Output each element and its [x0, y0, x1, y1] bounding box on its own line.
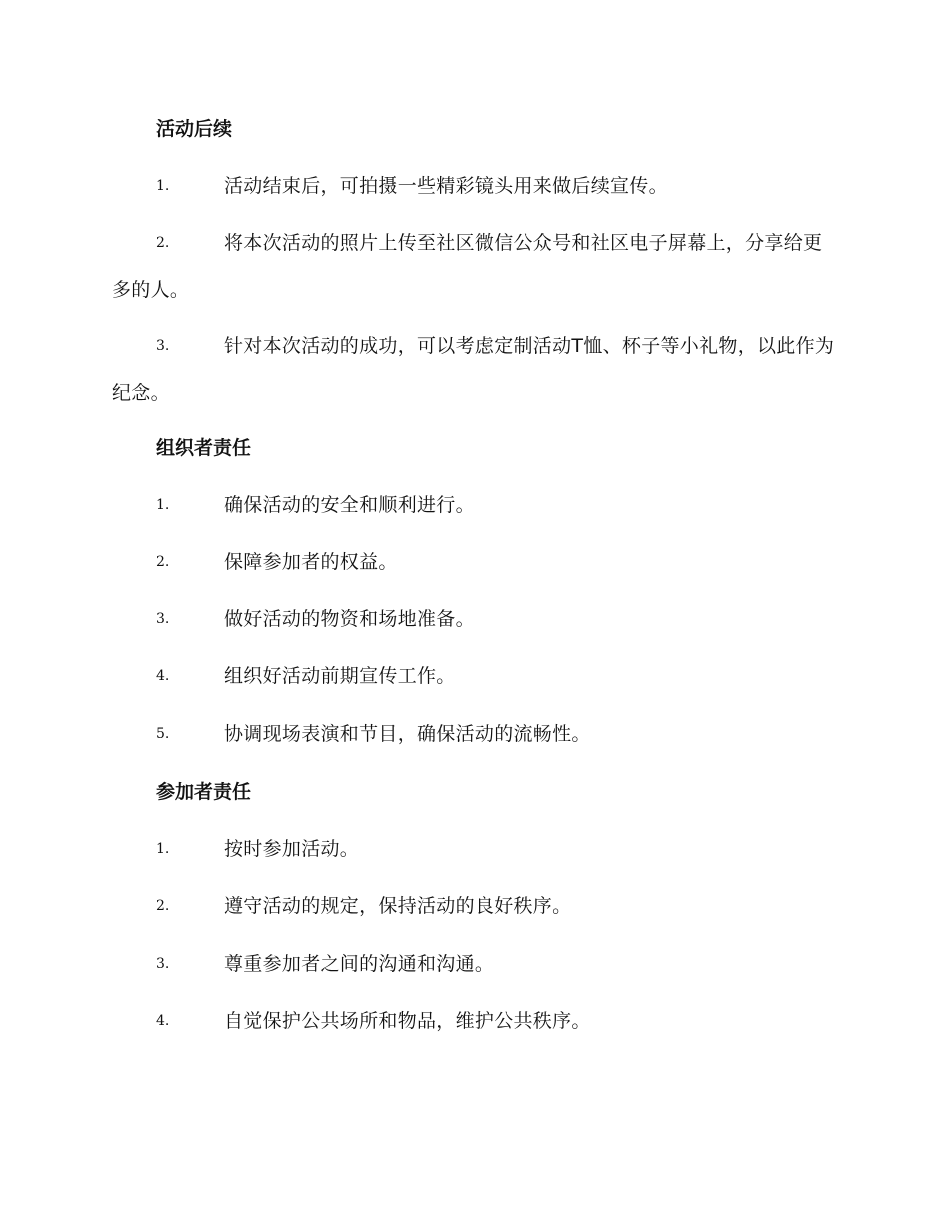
list-item — [112, 596, 836, 643]
list-item — [112, 323, 836, 417]
list-item — [112, 539, 836, 586]
list-item-number: 3. — [156, 956, 170, 972]
list-item — [112, 941, 836, 988]
list-item-number: 1. — [156, 178, 170, 194]
list-item-number: 1. — [156, 841, 170, 857]
list-item-number: 3. — [156, 611, 170, 627]
list-item — [112, 653, 836, 700]
list-item-number: 3. — [156, 338, 170, 354]
list-item — [112, 163, 836, 210]
list-item-text: 将本次活动的照片上传至社区微信公众号和社区电子屏幕上，分享给更多的人。 — [112, 232, 823, 301]
list-item-text: 遵守活动的规定，保持活动的良好秩序。 — [224, 895, 572, 917]
list-item-text: 针对本次活动的成功，可以考虑定制活动T恤、杯子等小礼物，以此作为纪念。 — [112, 335, 835, 404]
list-item-number: 2. — [156, 554, 170, 570]
list-item-text: 协调现场表演和节目，确保活动的流畅性。 — [224, 723, 591, 745]
section-title: 参加者责任 — [156, 781, 252, 803]
list-item-number: 4. — [156, 668, 170, 684]
list-item-number: 2. — [156, 235, 170, 251]
list-item — [112, 482, 836, 529]
list-item — [112, 711, 836, 758]
list-item-text: 自觉保护公共场所和物品，维护公共秩序。 — [224, 1010, 591, 1032]
list-item-text: 按时参加活动。 — [224, 838, 360, 860]
section-title: 组织者责任 — [156, 437, 252, 459]
list-item-text: 保障参加者的权益。 — [224, 551, 398, 573]
list-item-text: 活动结束后，可拍摄一些精彩镜头用来做后续宣传。 — [224, 175, 668, 197]
list-item-text: 做好活动的物资和场地准备。 — [224, 608, 475, 630]
list-item-number: 4. — [156, 1013, 170, 1029]
list-item-number: 2. — [156, 898, 170, 914]
list-item-number: 1. — [156, 497, 170, 513]
list-item-text: 尊重参加者之间的沟通和沟通。 — [224, 953, 495, 975]
list-item-number: 5. — [156, 726, 170, 742]
list-item — [112, 220, 836, 314]
list-item — [112, 998, 836, 1045]
list-item-text: 确保活动的安全和顺利进行。 — [224, 494, 475, 516]
list-item — [112, 883, 836, 930]
section-title: 活动后续 — [156, 118, 233, 140]
list-item — [112, 826, 836, 873]
list-item-text: 组织好活动前期宣传工作。 — [224, 665, 456, 687]
